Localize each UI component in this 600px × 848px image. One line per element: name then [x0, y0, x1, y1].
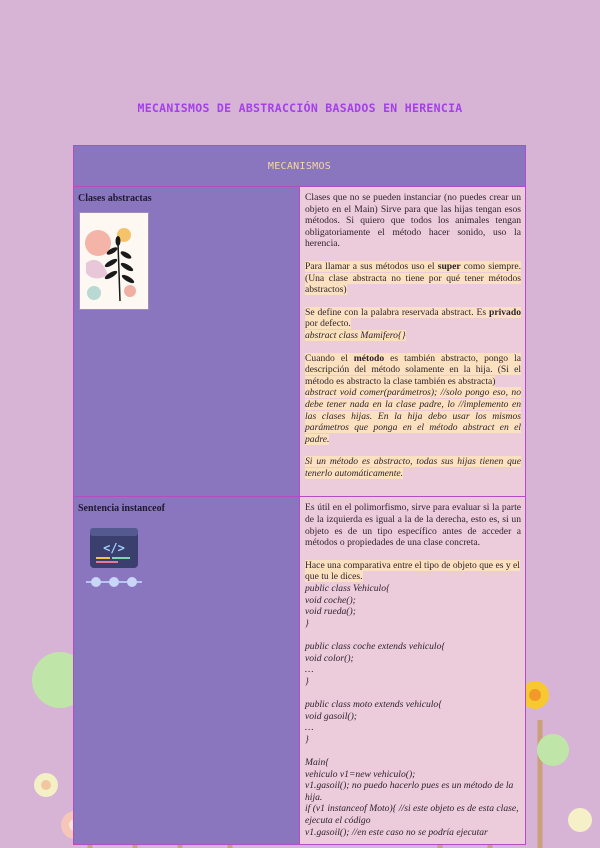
- code-line: Main{: [305, 756, 330, 768]
- code-line: [305, 687, 521, 699]
- code-line: vehiculo v1=new vehiculo();: [305, 768, 416, 780]
- page-title: MECANISMOS DE ABSTRACCIÓN BASADOS EN HERENCIA: [137, 101, 463, 115]
- code-line: void color();: [305, 652, 354, 664]
- paragraph: Clases que no se pueden instanciar (no puedes crear un objeto en el Main) Sirve para que las hijas tengan esos métodos. Si quiero que todos los animales tengan obligatoriamente el método hacer sonido, uso la herencia.: [305, 192, 521, 250]
- row-content-cell: [300, 497, 526, 845]
- code-line: public class Vehiculo{: [305, 583, 390, 595]
- code-line: }: [305, 733, 309, 745]
- code-line: }: [305, 617, 309, 629]
- plant-art-image: [79, 212, 149, 310]
- code-line: …: [305, 722, 314, 734]
- code-line: void gasoil();: [305, 710, 357, 722]
- paragraph: Se define con la palabra reservada abstract. Es privado por defecto. abstract class Mamifero{}: [305, 306, 521, 341]
- row-content-cell: [300, 187, 526, 497]
- row-label-cell: [74, 187, 300, 497]
- paragraph: Es útil en el polimorfismo, sirve para evaluar si la parte de la izquierda es igual a la de la derecha, esto es, si un objeto es de un tipo específico antes de acceder a métodos o propiedades de una clase concreta.: [305, 502, 521, 549]
- code-line: v1.gasoil(); //en este caso no se podría ejecutar: [305, 826, 488, 838]
- code-line: [305, 745, 521, 757]
- code-line: …: [305, 664, 314, 676]
- paragraph: Hace una comparativa entre el tipo de objeto que es y el que tu le dices.: [305, 559, 520, 583]
- mechanisms-table: [73, 145, 526, 845]
- code-line: public class coche extends vehiculo{: [305, 641, 446, 652]
- code-line: public class moto extends vehiculo{: [305, 698, 443, 710]
- code-icon: [86, 528, 142, 588]
- row-label-cell: [74, 497, 300, 845]
- table-header: MECANISMOS: [74, 146, 526, 187]
- row-label-instanceof: Sentencia instanceof: [78, 503, 165, 515]
- code-line: v1.gasoil(); no puedo hacerlo pues es un método de la hija.: [305, 780, 514, 803]
- paragraph: Si un método es abstracto, todas sus hijas tienen que tenerlo automáticamente.: [305, 456, 521, 479]
- code-line: }: [305, 675, 309, 687]
- code-line: void coche();: [305, 594, 356, 606]
- code-line: void rueda();: [305, 606, 356, 618]
- paragraph: Cuando el método es también abstracto, pongo la descripción del método solamente en la hija. (Si el método es abstracto la clase también es abstracta) abstract void comer(parámetros); //solo pongo eso, no debe tener nada en la clase padre, lo //implemento en las clases hijas. En la hija debo usar los mismos parámetros que ponga en el método abstract en el padre.: [305, 352, 521, 445]
- code-snippet: abstract void comer(parámetros); //solo pongo eso, no debe tener nada en la clase padre, lo //implemento en las clases hijas. En la hija debo usar los mismos parámetros que ponga en el método abstract en el padre.: [305, 387, 521, 445]
- code-line: [305, 629, 521, 641]
- table-row: [74, 497, 526, 845]
- code-snippet: abstract class Mamifero{}: [305, 329, 406, 341]
- row-label-abstract-classes: Clases abstractas: [78, 193, 152, 204]
- paragraph: Para llamar a sus métodos uso el super como siempre. (Una clase abstracta no tiene por qué tener métodos abstractos): [305, 260, 521, 296]
- svg-text:</>: </>: [103, 541, 125, 556]
- code-line: if (v1 instanceof Moto){ //si este objeto es de esta clase, ejecuta el código: [305, 803, 519, 826]
- table-row: [74, 187, 526, 497]
- code-block: [305, 583, 521, 838]
